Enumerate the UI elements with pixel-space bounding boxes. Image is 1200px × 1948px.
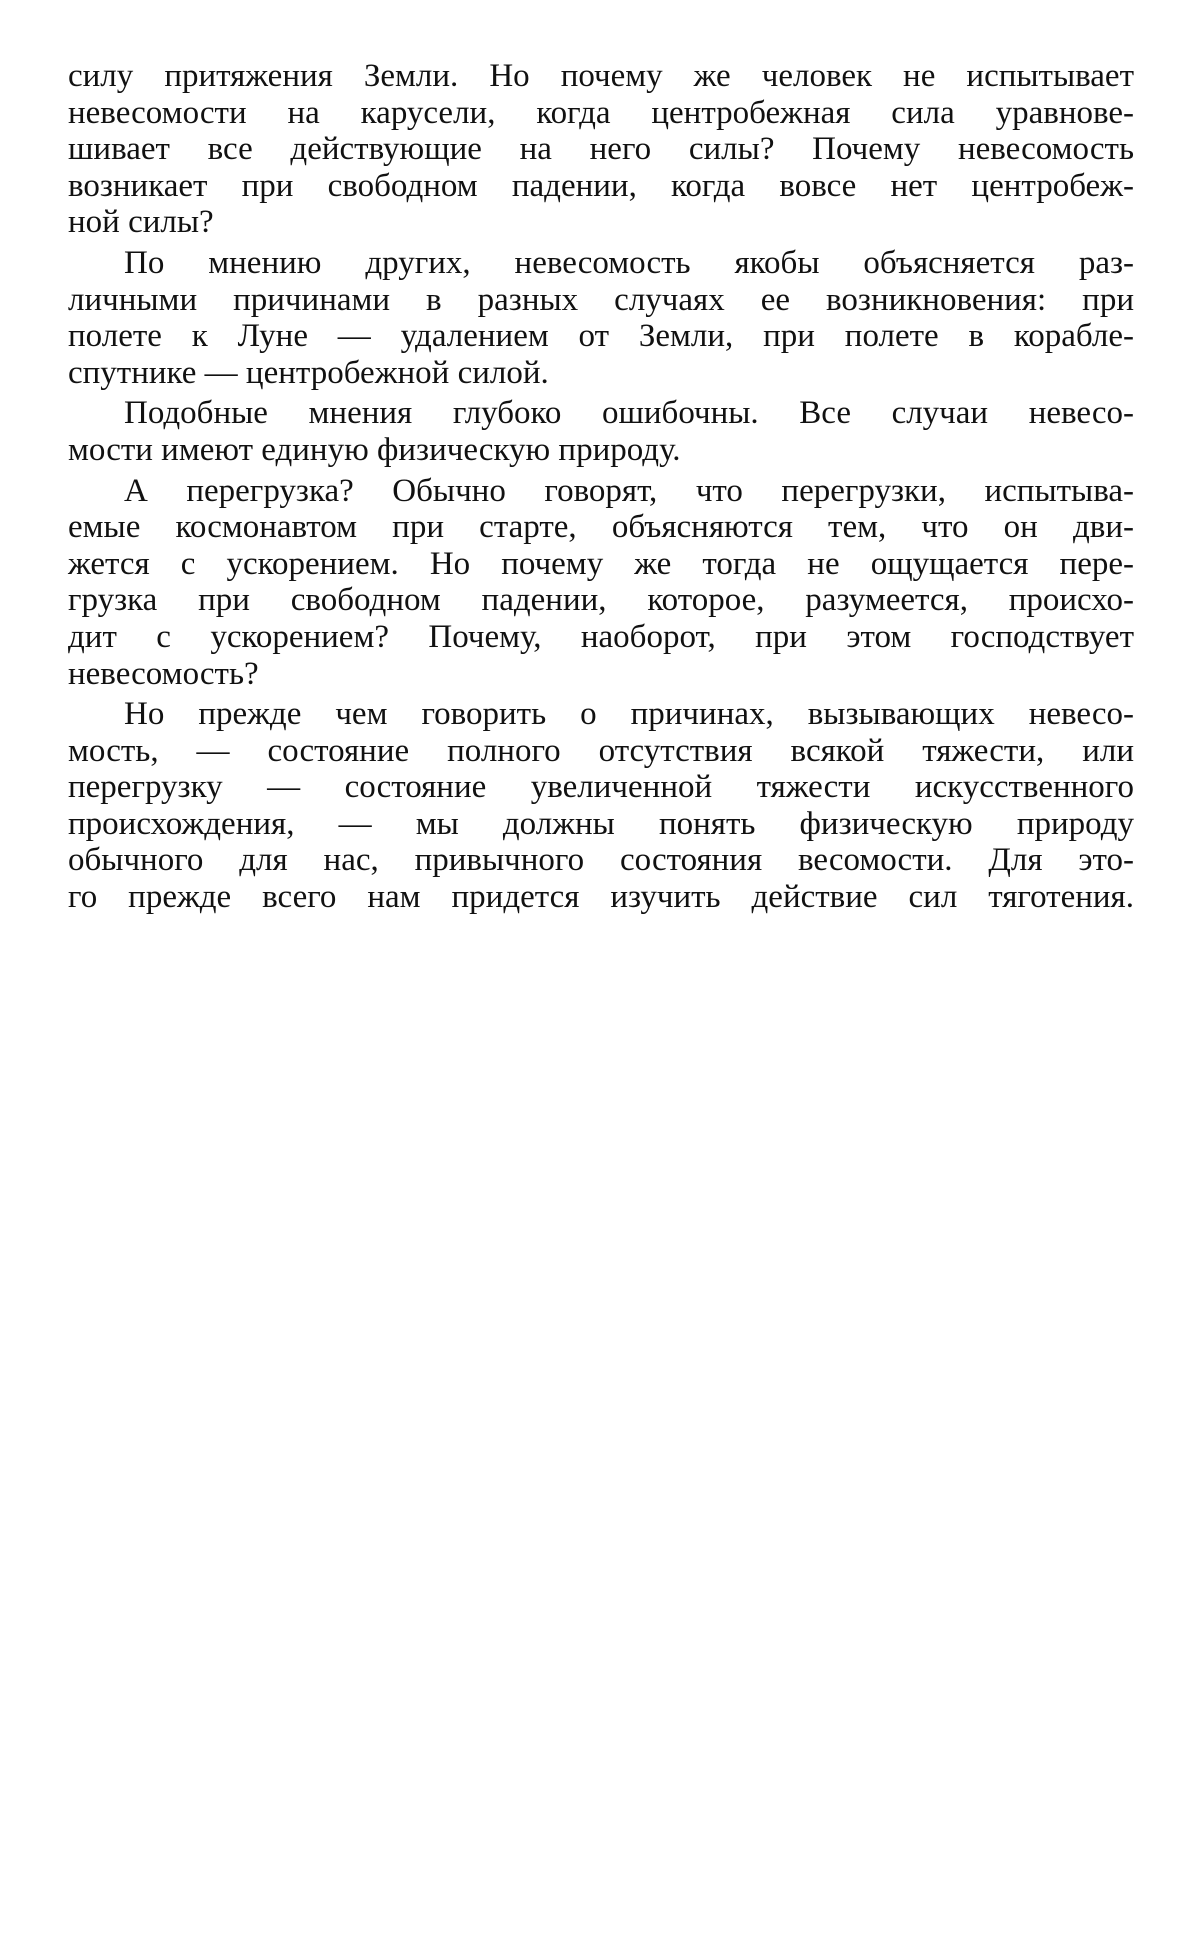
text-line: невесомость?	[68, 655, 259, 692]
text-line: обычного для нас, привычного состояния весомости. Для это-	[68, 842, 1134, 879]
paragraph-2	[68, 245, 1134, 391]
page-text	[68, 58, 1134, 920]
text-line: мость, — состояние полного отсутствия всякой тяжести, или	[68, 732, 1134, 769]
paragraph-1	[68, 58, 1134, 241]
text-line: дит с ускорением? Почему, наоборот, при этом господствует	[68, 618, 1134, 655]
paragraph-3	[68, 395, 1134, 468]
text-line: силу притяжения Земли. Но почему же человек не испытывает	[68, 58, 1134, 94]
text-line: спутнике — центробежной силой.	[68, 354, 549, 391]
paragraph-4	[68, 473, 1134, 693]
text-line: полете к Луне — удалением от Земли, при полете в корабле-	[68, 318, 1134, 355]
text-line: мости имеют единую физическую природу.	[68, 431, 681, 468]
text-line: грузка при свободном падении, которое, разумеется, происхо-	[68, 582, 1134, 619]
text-line: происхождения, — мы должны понять физическую природу	[68, 805, 1134, 842]
text-line: личными причинами в разных случаях ее возникновения: при	[68, 281, 1134, 318]
text-line: емые космонавтом при старте, объясняются тем, что он дви-	[68, 509, 1134, 546]
text-line: По мнению других, невесомость якобы объясняется раз-	[124, 244, 1134, 281]
paragraph-5	[68, 696, 1134, 916]
text-line: Подобные мнения глубоко ошибочны. Все случаи невесо-	[124, 395, 1134, 432]
text-line: Но прежде чем говорить о причинах, вызывающих невесо-	[124, 696, 1134, 733]
text-line: возникает при свободном падении, когда вовсе нет центробеж-	[68, 167, 1134, 204]
text-line: жется с ускорением. Но почему же тогда не ощущается пере-	[68, 545, 1134, 582]
text-line: ной силы?	[68, 204, 214, 241]
text-line: го прежде всего нам придется изучить действие сил тяготения.	[68, 879, 1134, 916]
text-line: шивает все действующие на него силы? Почему невесомость	[68, 131, 1134, 168]
text-line: А перегрузка? Обычно говорят, что перегрузки, испытыва-	[124, 472, 1134, 509]
text-line: перегрузку — состояние увеличенной тяжести искусственного	[68, 769, 1134, 806]
text-line: невесомости на карусели, когда центробежная сила уравнове-	[68, 94, 1134, 131]
